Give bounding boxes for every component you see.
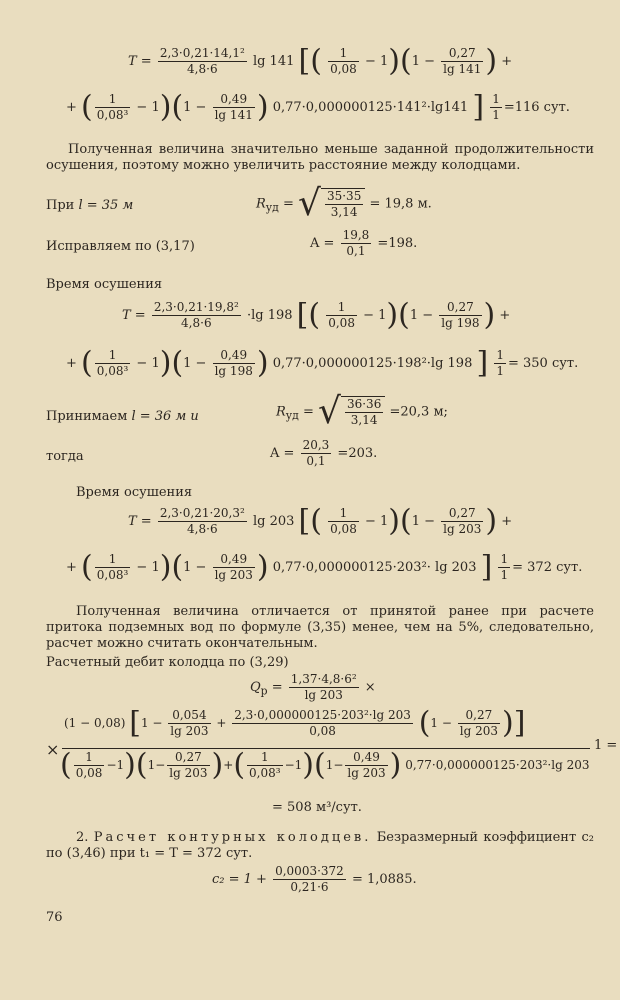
qp-result: = 508 м³/сут. bbox=[272, 800, 362, 815]
equation-Qp: $Q_р$ = $\frac{\text{1,37·4,8·6²}}{\lg 203}$ × bbox=[250, 672, 376, 702]
then-label: тогда bbox=[46, 449, 84, 464]
equation-3-line-b: + ( $\frac{1}{\text{0,08³}}$ − 1)(1 − $\frac{0,49}{\lg 203}$ ) 0,77·0,000000125·203²· lg 203 ] $\frac{1}{1}$ = 372 сут. bbox=[66, 549, 583, 585]
time-label-1: Время осушения bbox=[46, 277, 163, 292]
big-fraction-denominator: ( $\frac{1}{0,08}$ −1)(1− $\frac{0,27}{\lg 203}$ )+( $\frac{1}{\text{0,08³}}$ −1)(1− $\frac{0,49}{\lg 203}$ ) 0,77·0,000000125·203²·lg 203 bbox=[60, 747, 590, 783]
equation-A-198: A = $\frac{19,8}{0,1}$ =198. bbox=[310, 228, 418, 258]
big-fraction-numerator: (1 − 0,08) [1 − $\frac{0,054}{\lg 203}$ + $\frac{\text{2,3·0,000000125·203²·lg 203}}{0,08}$ (1 − $\frac{0,27}{\lg 203}$ )] bbox=[64, 705, 526, 741]
equation-2-line-a: T = $\frac{\text{2,3·0,21·19,8²}}{4,8\cdot 6}$ ·lg 198 [( $\frac{1}{0,08}$ − 1)(1 − $\frac{0,27}{\lg 198}$ ) + bbox=[122, 297, 511, 333]
paragraph-3: Расчетный дебит колодца по (3,29) bbox=[46, 655, 289, 670]
equation-1-line-a: T = $\frac{\text{2,3·0,21·14,1²}}{4,8\cdot 6}$ lg 141 [( $\frac{1}{0,08}$ − 1)(1 − $\frac{0,27}{\lg 141}$ ) + bbox=[128, 43, 513, 79]
book-page: T = $\frac{\text{2,3·0,21·14,1²}}{4,8\cdot 6}$ lg 141 [( $\frac{1}{0,08}$ − 1)(1 − $\frac{0,27}{\lg 141}$ ) + + ( $\frac{1}{\text{0,08³}}$ − 1)(1 − $\frac{0,49}{\lg 141}$ ) 0,77·0,000000125·141²·lg141 ] $\frac{1}{1}$ =116 сут. Полученная величина значительно меньше заданной продолжительности осушения, поэтому можно увеличить расстояние между колодцами. При l = 35 м $R_{уд}$ = √ $\frac{35\cdot 35}{3,14}$ = 19,8 м. Исправляем по (3,17) A = $\frac{19,8}{0,1}$ =198. Время осушения T = $\frac{\text{2,3·0,21·19,8²}}{4,8\cdot 6}$ ·lg 198 [( $\frac{1}{0,08}$ − 1)(1 − $\frac{0,27}{\lg 198}$ ) + + ( $\frac{1}{\text{0,08³}}$ − 1)(1 − $\frac{0,49}{\lg 198}$ ) 0,77·0,000000125·198²·lg 198 ] $\frac{1}{1}$ = 350 сут. Принимаем l = 36 м и $R_{уд}$ = √ $\frac{36\cdot 36}{3,14}$ =20,3 м; тогда A = $\frac{20,3}{0,1}$ =203. Время осушения T = $\frac{\text{2,3·0,21·20,3²}}{4,8\cdot 6}$ lg 203 [( $\frac{1}{0,08}$ − 1)(1 − $\frac{0,27}{\lg 203}$ ) + + ( $\frac{1}{\text{0,08³}}$ − 1)(1 − $\frac{0,49}{\lg 203}$ ) 0,77·0,000000125·203²· lg 203 ] $\frac{1}{1}$ = 372 сут. Полученная величина отличается от принятой ранее при расчете притока подземных вод по формуле (3,35) менее, чем на 5%, следовательно, расчет можно считать окончательным. Расчетный дебит колодца по (3,29) $Q_р$ = $\frac{\text{1,37·4,8·6²}}{\lg 203}$ × × (1 − 0,08) [1 − $\frac{0,054}{\lg 203}$ + $\frac{\text{2,3·0,000000125·203²·lg 203}}{0,08}$ (1 − $\frac{0,27}{\lg 203}$ )] 1 = ( $\frac{1}{0,08}$ −1)(1− $\frac{0,27}{\lg 203}$ )+( $\frac{1}{\text{0,08³}}$ −1)(1− $\frac{0,49}{\lg 203}$ ) 0,77·0,000000125·203²·lg 203 = 508 м³/сут. 2. Расчет контурных колодцев. Безразмерный коэффициент c₂ по (3,46) при t₁ = T = 372 сут. c₂ = 1 + $\frac{0,0003\cdot 372}{0,21\cdot 6}$ = 1,0885. 76 bbox=[46, 43, 618, 925]
equation-1-line-b: + ( $\frac{1}{\text{0,08³}}$ − 1)(1 − $\frac{0,49}{\lg 141}$ ) 0,77·0,000000125·141²·lg141 ] $\frac{1}{1}$ =116 сут. bbox=[66, 89, 570, 125]
fix-label: Исправляем по (3,17) bbox=[46, 239, 195, 254]
equation-3-line-a: T = $\frac{\text{2,3·0,21·20,3²}}{4,8\cdot 6}$ lg 203 [( $\frac{1}{0,08}$ − 1)(1 − $\frac{0,27}{\lg 203}$ ) + bbox=[128, 503, 513, 539]
big-fraction-result: 1 = bbox=[594, 738, 618, 753]
page-number: 76 bbox=[46, 910, 63, 925]
equation-2-line-b: + ( $\frac{1}{\text{0,08³}}$ − 1)(1 − $\frac{0,49}{\lg 198}$ ) 0,77·0,000000125·198²·lg 198 ] $\frac{1}{1}$ = 350 сут. bbox=[66, 345, 579, 381]
l35-label: При l = 35 м bbox=[46, 198, 134, 213]
equation-A-203: A = $\frac{20,3}{0,1}$ =203. bbox=[270, 438, 378, 468]
paragraph-1: Полученная величина значительно меньше заданной продолжительности осушения, поэтому можно увеличить расстояние между колодцами. bbox=[46, 142, 594, 173]
equation-c2: c₂ = 1 + $\frac{0,0003\cdot 372}{0,21\cdot 6}$ = 1,0885. bbox=[212, 864, 417, 894]
time-label-2: Время осушения bbox=[76, 485, 193, 500]
equation-R-35: $R_{уд}$ = √ $\frac{35\cdot 35}{3,14}$ = 19,8 м. bbox=[256, 183, 432, 224]
take-label: Принимаем l = 36 м и bbox=[46, 409, 199, 424]
equation-R-36: $R_{уд}$ = √ $\frac{36\cdot 36}{3,14}$ =20,3 м; bbox=[276, 391, 448, 432]
paragraph-4: 2. Расчет контурных колодцев. Безразмерный коэффициент c₂ по (3,46) при t₁ = T = 372 сут. bbox=[46, 830, 594, 861]
paragraph-2: Полученная величина отличается от принятой ранее при расчете притока подземных вод по формуле (3,35) менее, чем на 5%, следовательно, расчет можно считать окончательным. bbox=[46, 604, 594, 651]
